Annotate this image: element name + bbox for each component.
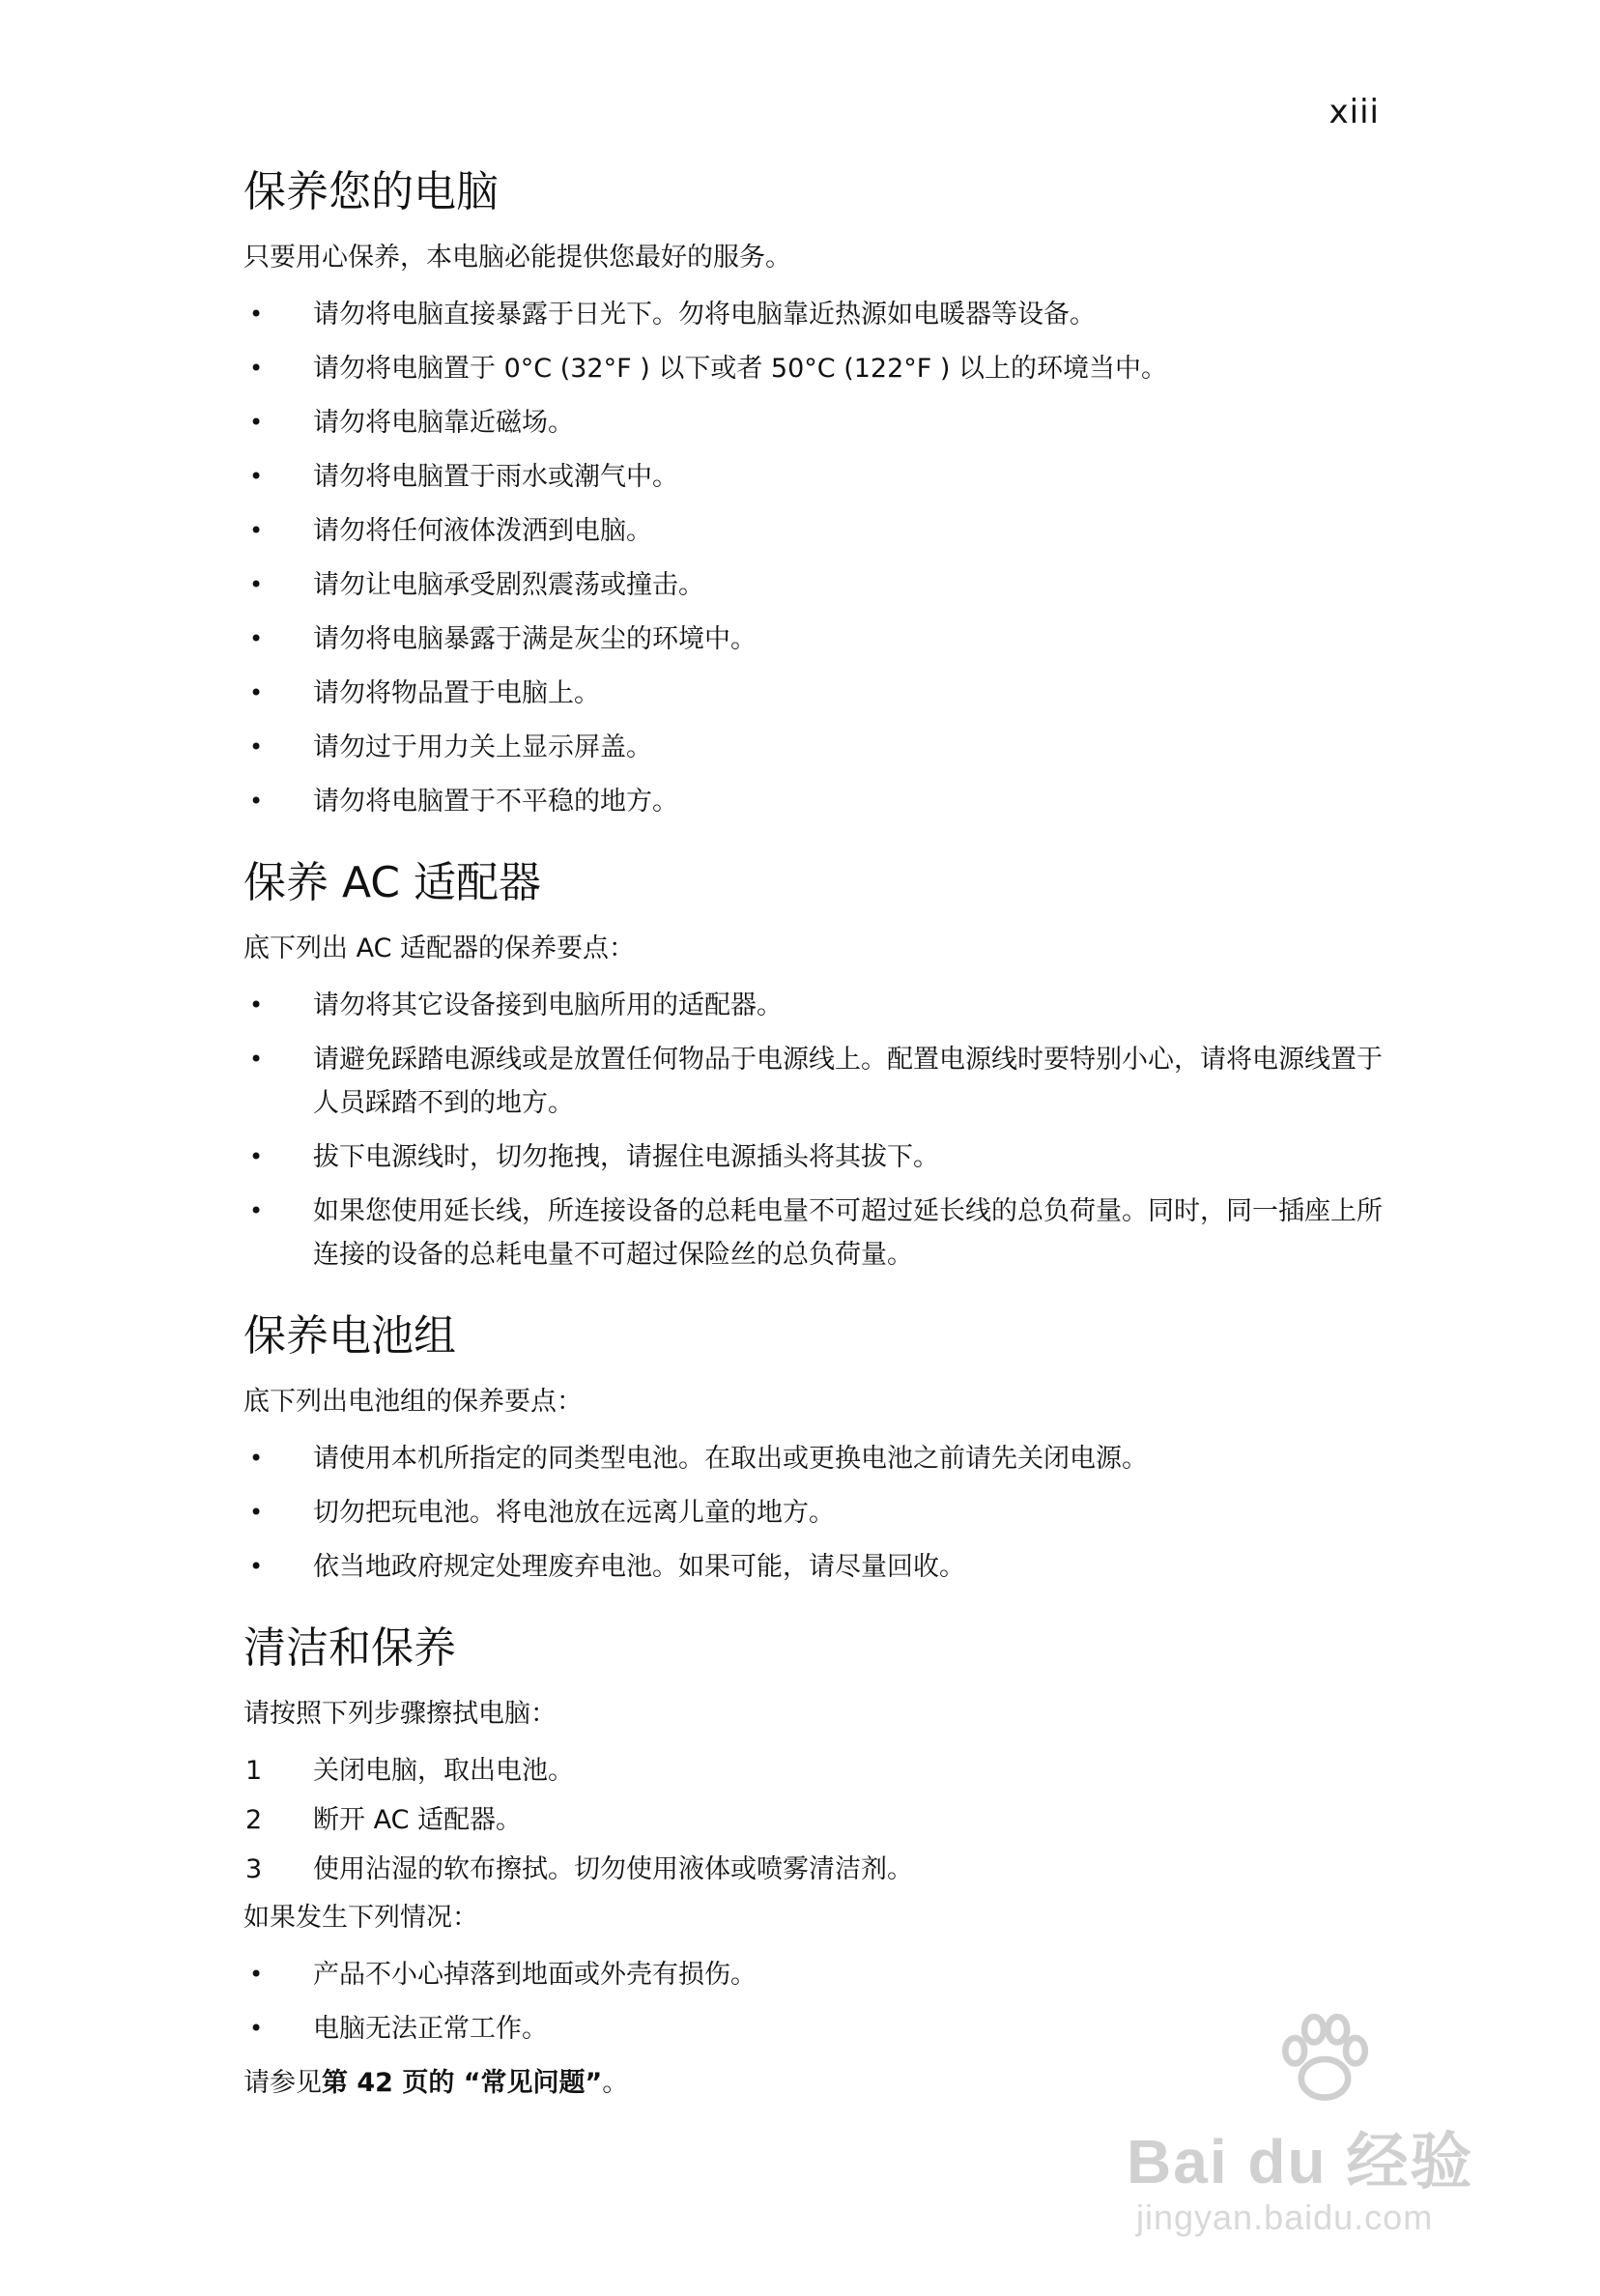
watermark-url: jingyan.baidu.com (1136, 2197, 1434, 2237)
list-item: • 请避免踩踏电源线或是放置任何物品于电源线上。配置电源线时要特别小心，请将电源线置于人员踩踏不到的地方。 (243, 1038, 1384, 1125)
list-item: • 电脑无法正常工作。 (243, 2007, 1384, 2051)
list-item: • 产品不小心掉落到地面或外壳有损伤。 (243, 1953, 1384, 1996)
step-number: 3 (245, 1854, 263, 1884)
paw-logo-icon (1271, 2006, 1378, 2112)
list-item: 2 断开 AC 适配器。 (243, 1798, 1384, 1842)
bullet-icon: • (249, 409, 264, 436)
document-body (243, 159, 1384, 2132)
bullet-icon: • (249, 1961, 264, 1988)
cross-reference: 请参见第 42 页的 “常见问题”。 (243, 2068, 629, 2098)
bullet-icon: • (249, 1499, 264, 1526)
list-item: • 如果您使用延长线，所连接设备的总耗电量不可超过延长线的总负荷量。同时，同一插座上所连接的设备的总耗电量不可超过保险丝的总负荷量。 (243, 1190, 1384, 1277)
step-number: 1 (245, 1756, 263, 1786)
section-computer-care (243, 159, 1384, 823)
list-item: 1 关闭电脑，取出电池。 (243, 1749, 1384, 1793)
list-item: • 请勿将电脑置于雨水或潮气中。 (243, 455, 1384, 499)
list-item: • 依当地政府规定处理废弃电池。如果可能，请尽量回收。 (243, 1545, 1384, 1589)
bullet-icon: • (249, 679, 264, 706)
list-item: • 请勿将电脑直接暴露于日光下。勿将电脑靠近热源如电暖器等设备。 (243, 293, 1384, 336)
section-title: 保养 AC 适配器 (243, 858, 542, 907)
section-intro: 底下列出电池组的保养要点： (243, 1387, 583, 1417)
list-item: • 切勿把玩电池。将电池放在远离儿童的地方。 (243, 1491, 1384, 1535)
list-item: • 请勿将物品置于电脑上。 (243, 672, 1384, 715)
list-item: • 请勿将任何液体泼洒到电脑。 (243, 509, 1384, 553)
faq-reference-link[interactable]: 第 42 页的 “常见问题” (322, 2068, 603, 2098)
bullet-icon: • (249, 517, 264, 544)
list-item: • 请勿将电脑暴露于满是灰尘的环境中。 (243, 617, 1384, 661)
bullet-list (243, 984, 1384, 1277)
step-list (243, 1749, 1384, 1891)
bullet-icon: • (249, 1046, 264, 1073)
baidu-watermark (1127, 2006, 1494, 2257)
bullet-icon: • (249, 355, 264, 382)
bullet-icon: • (249, 571, 264, 598)
list-item: • 请勿将其它设备接到电脑所用的适配器。 (243, 984, 1384, 1027)
bullet-icon: • (249, 301, 264, 328)
bullet-icon: • (249, 1143, 264, 1170)
bullet-icon: • (249, 1197, 264, 1224)
list-item: • 拔下电源线时，切勿拖拽，请握住电源插头将其拔下。 (243, 1135, 1384, 1179)
section-battery-care (243, 1304, 1384, 1589)
section-title: 清洁和保养 (243, 1623, 456, 1673)
section-intro: 底下列出 AC 适配器的保养要点： (243, 933, 636, 963)
list-item: 3 使用沾湿的软布擦拭。切勿使用液体或喷雾清洁剂。 (243, 1848, 1384, 1891)
section-intro: 请按照下列步骤擦拭电脑： (243, 1699, 557, 1729)
list-item: • 请勿将电脑置于不平稳的地方。 (243, 780, 1384, 823)
bullet-list (243, 293, 1384, 823)
bullet-list (243, 1437, 1384, 1589)
step-number: 2 (245, 1805, 263, 1835)
watermark-brand: Bai du 经验 (1127, 2127, 1474, 2196)
bullet-icon: • (249, 1445, 264, 1472)
list-item: • 请使用本机所指定的同类型电池。在取出或更换电池之前请先关闭电源。 (243, 1437, 1384, 1480)
section-intro: 只要用心保养，本电脑必能提供您最好的服务。 (243, 243, 791, 273)
section-title: 保养您的电脑 (243, 167, 499, 216)
bullet-icon: • (249, 2015, 264, 2042)
bullet-icon: • (249, 733, 264, 761)
list-item: • 请勿将电脑置于 0°C (32°F ) 以下或者 50°C (122°F ) 以上的环境当中。 (243, 347, 1384, 390)
bullet-icon: • (249, 625, 264, 652)
list-item: • 请勿让电脑承受剧烈震荡或撞击。 (243, 563, 1384, 607)
page-number: xiii (1329, 93, 1380, 131)
conditions-intro: 如果发生下列情况： (243, 1903, 478, 1933)
list-item: • 请勿将电脑靠近磁场。 (243, 401, 1384, 445)
bullet-icon: • (249, 788, 264, 815)
list-item: • 请勿过于用力关上显示屏盖。 (243, 726, 1384, 769)
section-title: 保养电池组 (243, 1311, 456, 1361)
bullet-icon: • (249, 1553, 264, 1580)
bullet-icon: • (249, 991, 264, 1019)
section-ac-adapter-care (243, 850, 1384, 1277)
bullet-icon: • (249, 463, 264, 490)
